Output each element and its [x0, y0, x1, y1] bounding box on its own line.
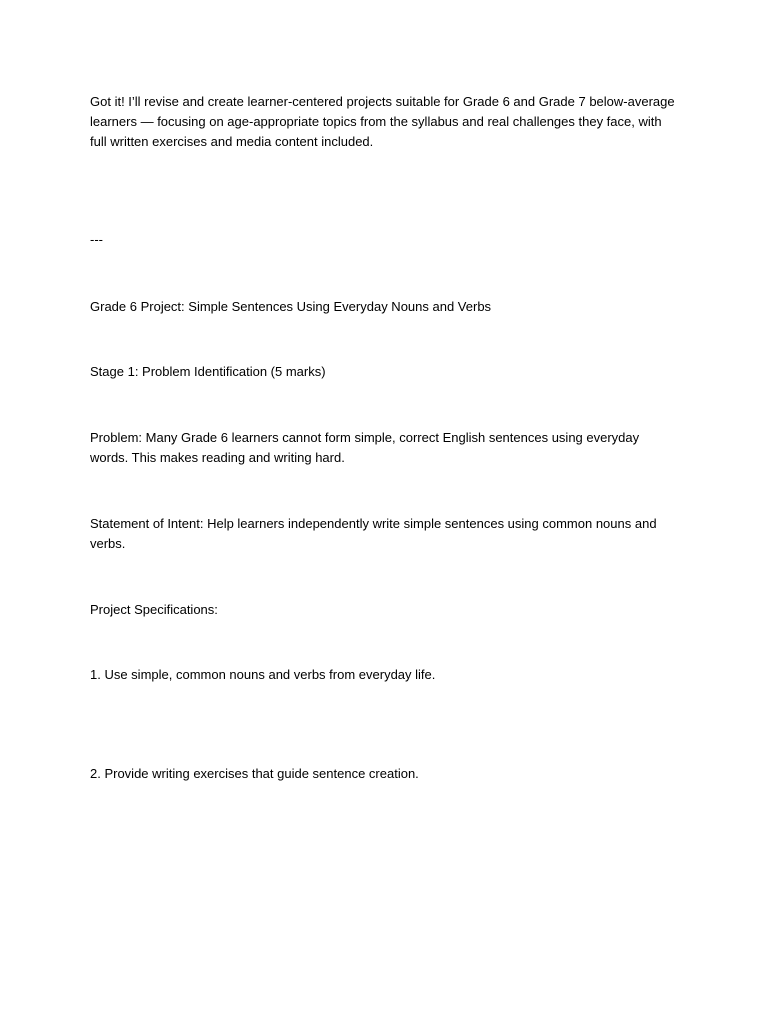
specifications-heading: Project Specifications:	[90, 602, 218, 617]
separator-line: ---	[90, 232, 103, 247]
problem-paragraph: Problem: Many Grade 6 learners cannot form simple, correct English sentences using everyday words. This makes reading and writing hard.	[90, 430, 640, 465]
stage-1-heading: Stage 1: Problem Identification (5 marks)	[90, 364, 326, 379]
spec-item-1: 1. Use simple, common nouns and verbs from everyday life.	[90, 667, 436, 682]
intro-paragraph: Got it! I’ll revise and create learner-centered projects suitable for Grade 6 and Grade 7 below-average learners — focusing on age-appropriate topics from the syllabus and real challenges they face, with full written exercises and media content included.	[90, 94, 675, 149]
statement-of-intent-paragraph: Statement of Intent: Help learners independently write simple sentences using common nouns and verbs.	[90, 516, 657, 551]
project-title: Grade 6 Project: Simple Sentences Using Everyday Nouns and Verbs	[90, 299, 492, 314]
spec-item-2: 2. Provide writing exercises that guide sentence creation.	[90, 766, 419, 781]
